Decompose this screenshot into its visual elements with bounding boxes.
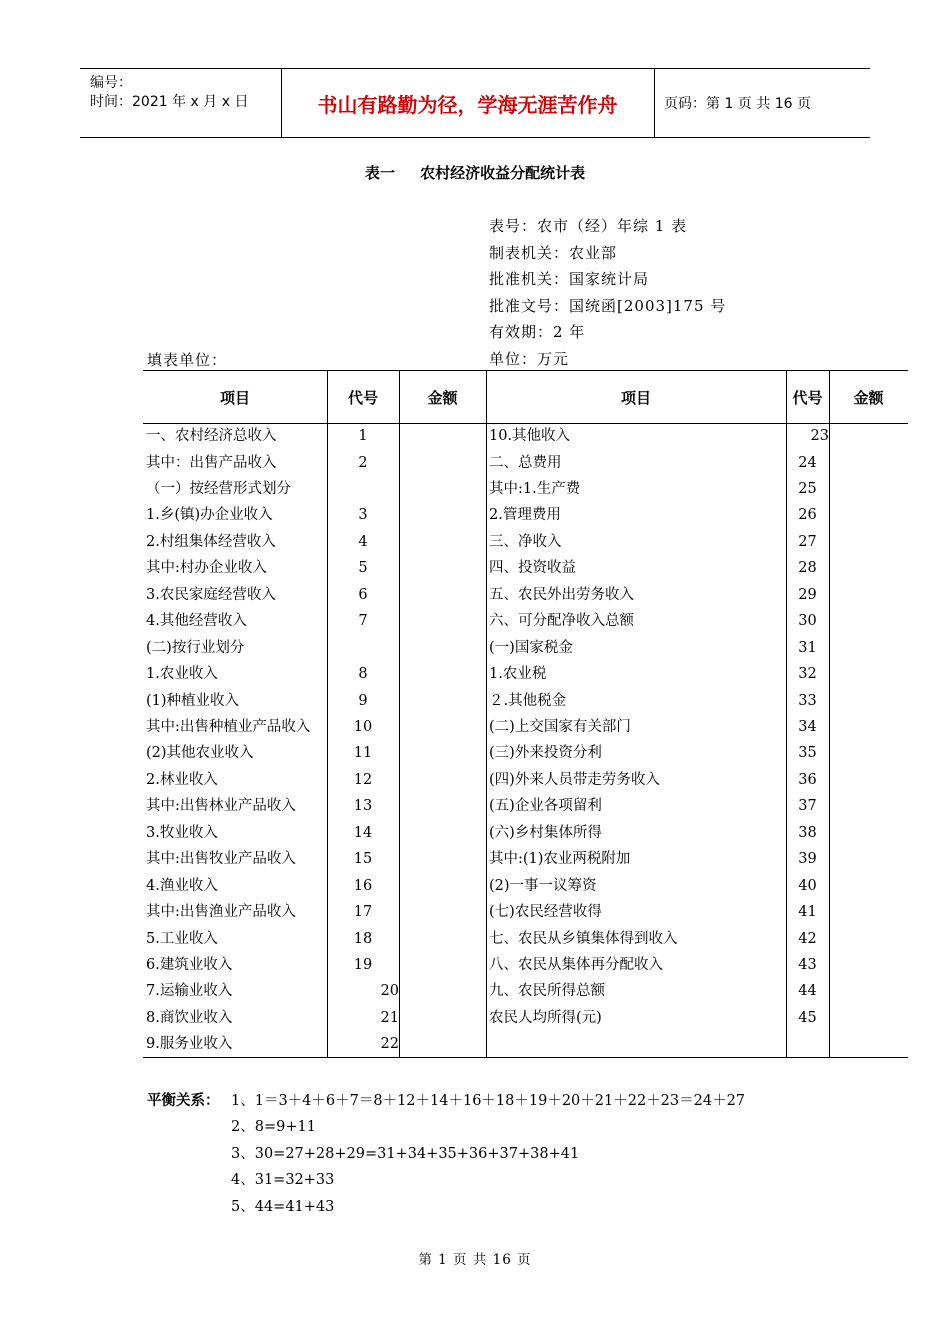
col-divider (786, 371, 787, 1057)
left-item-code: 12 (353, 771, 373, 788)
balance-equation: 3、30=27+28+29=31+34+35+36+37+38+41 (231, 1146, 580, 1162)
right-item-code: 43 (798, 957, 817, 973)
right-item-code: 33 (798, 692, 817, 709)
left-item-code: 5 (358, 560, 368, 577)
left-item-label: （一）按经营形式划分 (146, 480, 291, 497)
balance-equation: 4、31=32+33 (231, 1172, 335, 1188)
right-item-label: 10.其他收入 (489, 428, 571, 444)
right-item-code: 26 (798, 507, 817, 524)
right-item-label: 其中:1.生产费 (489, 480, 581, 497)
col-divider (327, 371, 328, 1057)
right-item-code: 39 (798, 851, 817, 868)
left-item-label: (2)其他农业收入 (146, 745, 254, 762)
col-header-code-left: 代号 (347, 388, 378, 407)
right-item-code: 23 (810, 428, 829, 444)
left-item-code: 18 (353, 930, 373, 947)
right-item-code: 41 (798, 904, 817, 921)
meta-unit: 单位：万元 (489, 350, 570, 368)
right-item-code: 36 (798, 771, 817, 788)
left-item-label: 3.农民家庭经营收入 (146, 586, 276, 603)
table-title-name: 农村经济收益分配统计表 (420, 164, 586, 182)
right-item-label: (二)上交国家有关部门 (489, 718, 631, 735)
col-divider (399, 371, 400, 1057)
right-item-code: 28 (798, 560, 817, 577)
right-item-code: 45 (798, 1009, 817, 1026)
right-item-label: 五、农民外出劳务收入 (489, 586, 634, 603)
right-item-label: 其中:(1)农业两税附加 (489, 851, 631, 868)
left-item-label: 其中:出售种植业产品收入 (146, 718, 311, 735)
right-item-label: (2)一事一议筹资 (489, 877, 597, 894)
balance-equation: 2、8=9+11 (231, 1119, 316, 1135)
right-item-label: (一)国家税金 (489, 639, 573, 656)
right-item-code: 40 (798, 877, 817, 894)
left-item-code: 15 (353, 851, 373, 868)
right-item-label: 四、投资收益 (489, 560, 576, 577)
left-item-label: 其中:出售渔业产品收入 (146, 904, 296, 921)
right-item-label: 七、农民从乡镇集体得到收入 (489, 930, 678, 947)
left-item-label: 4.其他经营收入 (146, 613, 247, 630)
col-header-amount-left: 金额 (427, 388, 458, 407)
left-item-label: 其中:出售牧业产品收入 (146, 851, 296, 868)
right-item-code: 37 (798, 798, 817, 815)
right-item-label: (六)乡村集体所得 (489, 824, 602, 841)
left-item-code: 21 (380, 1009, 399, 1026)
meta-approval-number: 批准文号：国统函[2003]175 号 (489, 297, 727, 315)
statistics-table (143, 370, 908, 1058)
left-item-label: 5.工业收入 (146, 930, 218, 947)
left-item-label: 2.林业收入 (146, 771, 218, 788)
left-item-code: 11 (353, 745, 373, 762)
left-item-code: 20 (380, 983, 399, 1000)
right-item-label: 2.管理费用 (489, 507, 561, 524)
right-item-label: 农民人均所得(元) (489, 1009, 602, 1026)
right-item-code: 38 (798, 824, 817, 841)
left-item-label: 一、农村经济总收入 (146, 428, 277, 444)
right-item-code: 44 (798, 983, 817, 1000)
left-item-code: 9 (358, 692, 368, 709)
right-item-code: 35 (798, 745, 817, 762)
meta-approving-agency: 批准机关：国家统计局 (489, 270, 650, 288)
left-item-code: 6 (358, 586, 368, 603)
meta-validity: 有效期：2 年 (489, 323, 586, 341)
left-item-code: 4 (358, 533, 368, 550)
col-divider (486, 371, 487, 1057)
left-item-code: 7 (358, 613, 368, 630)
right-item-label: 八、农民从集体再分配收入 (489, 957, 663, 973)
right-item-label: 二、总费用 (489, 454, 562, 471)
col-header-item-left: 项目 (219, 388, 250, 407)
left-item-label: 1.乡(镇)办企业收入 (146, 507, 273, 524)
right-item-label: (三)外来投资分利 (489, 745, 602, 762)
left-item-label: 其中:村办企业收入 (146, 560, 267, 577)
left-item-label: (二)按行业划分 (146, 639, 245, 656)
right-item-label: (四)外来人员带走劳务收入 (489, 771, 660, 788)
right-item-label: 九、农民所得总额 (489, 983, 605, 1000)
right-item-label: ２.其他税金 (489, 692, 567, 709)
doc-date: 时间：2021 年 x 月 x 日 (90, 94, 249, 110)
left-item-code: 16 (353, 877, 373, 894)
left-item-code: 2 (358, 454, 368, 471)
header-info-cell (80, 69, 282, 137)
right-item-code: 31 (798, 639, 817, 656)
left-item-label: 2.村组集体经营收入 (146, 533, 276, 550)
right-item-code: 32 (798, 666, 817, 682)
col-header-code-right: 代号 (792, 388, 823, 407)
right-item-code: 25 (798, 480, 817, 497)
table-title-prefix: 表一 (364, 164, 395, 182)
right-item-label: 1.农业税 (489, 666, 547, 682)
col-header-amount-right: 金额 (853, 388, 884, 407)
col-header-item-right: 项目 (620, 388, 651, 407)
left-item-label: 4.渔业收入 (146, 877, 218, 894)
left-item-code: 17 (353, 904, 373, 921)
fill-unit-label: 填表单位： (147, 351, 228, 369)
header-divider (143, 423, 908, 424)
left-item-code: 14 (353, 824, 373, 841)
left-item-code: 8 (358, 666, 368, 682)
balance-equation: 5、44=41+43 (231, 1199, 335, 1215)
col-divider (829, 371, 830, 1057)
left-item-code: 19 (353, 957, 373, 973)
table-title (0, 162, 950, 183)
left-item-label: 7.运输业收入 (146, 983, 233, 1000)
right-item-code: 34 (798, 718, 817, 735)
right-item-code: 30 (798, 613, 817, 630)
right-item-label: (五)企业各项留利 (489, 798, 602, 815)
left-item-label: 8.商饮业收入 (146, 1009, 233, 1026)
left-item-code: 13 (353, 798, 373, 815)
left-item-code: 1 (358, 428, 368, 444)
page-footer: 第 1 页 共 16 页 (418, 1252, 532, 1268)
page-header (80, 68, 870, 138)
right-item-code: 29 (798, 586, 817, 603)
header-page-number: 页码：第 1 页 共 16 页 (664, 96, 811, 112)
right-item-code: 42 (798, 930, 817, 947)
meta-issuing-agency: 制表机关：农业部 (489, 244, 618, 262)
header-motto: 书山有路勤为径，学海无涯苦作舟 (281, 69, 655, 137)
left-item-label: (1)种植业收入 (146, 692, 240, 709)
right-item-label: 六、可分配净收入总额 (489, 613, 634, 630)
balance-label: 平衡关系： (147, 1093, 220, 1109)
left-item-label: 3.牧业收入 (146, 824, 218, 841)
doc-number-label: 编号： (90, 75, 132, 91)
right-item-code: 24 (798, 454, 817, 471)
balance-equation: 1、1＝3＋4＋6＋7＝8＋12＋14＋16＋18＋19＋20＋21＋22＋23＝24＋27 (231, 1093, 746, 1109)
meta-form-number: 表号：农市（经）年综 1 表 (489, 217, 688, 235)
left-item-label: 其中:出售林业产品收入 (146, 798, 296, 815)
left-item-code: 10 (353, 718, 373, 735)
left-item-label: 6.建筑业收入 (146, 957, 233, 973)
left-item-code: 22 (380, 1036, 399, 1053)
right-item-code: 27 (798, 533, 817, 550)
left-item-code: 3 (358, 507, 368, 524)
right-item-label: (七)农民经营收得 (489, 904, 602, 921)
left-item-label: 其中：出售产品收入 (146, 454, 277, 471)
left-item-label: 9.服务业收入 (146, 1036, 233, 1053)
left-item-label: 1.农业收入 (146, 666, 218, 682)
right-item-label: 三、净收入 (489, 533, 562, 550)
